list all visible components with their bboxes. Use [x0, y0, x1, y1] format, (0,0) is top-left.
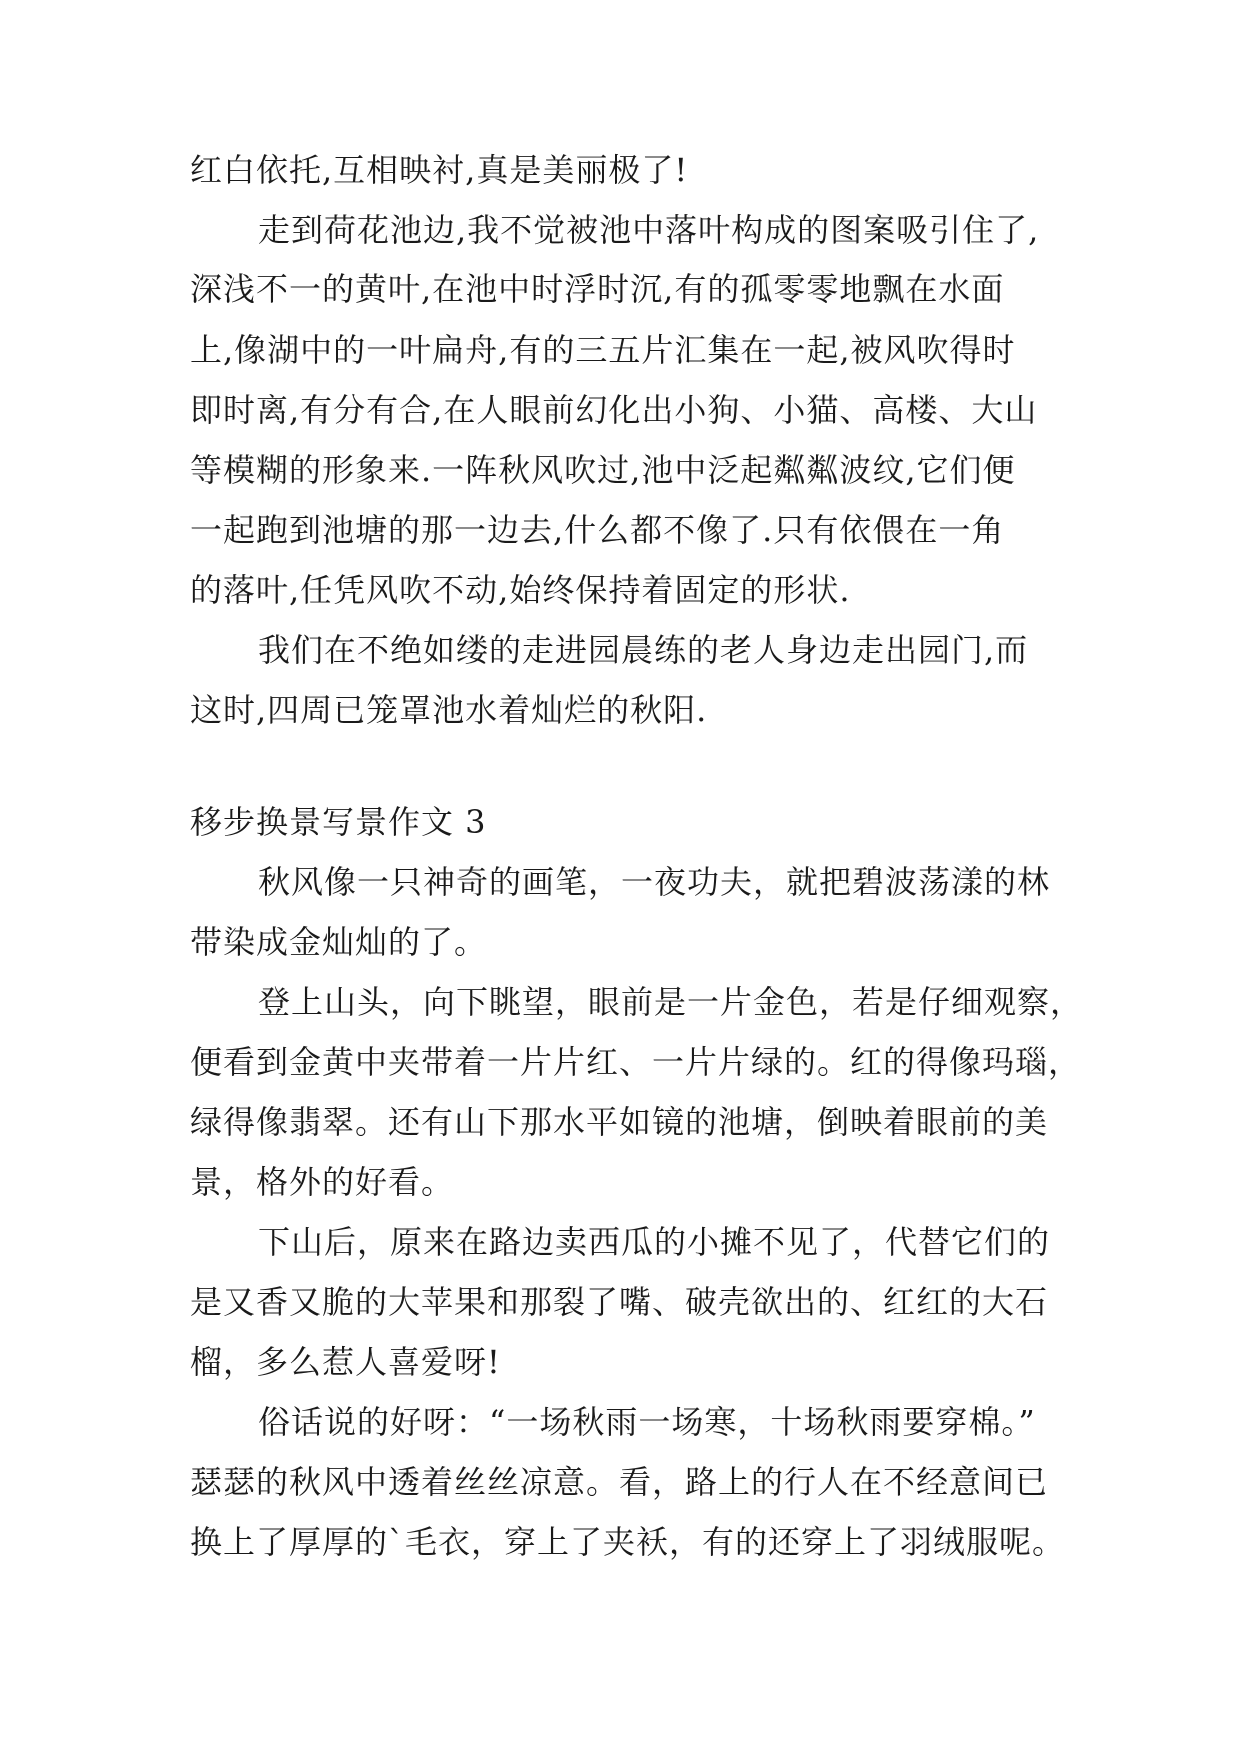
text-line: 换上了厚厚的`毛衣，穿上了夹袄，有的还穿上了羽绒服呢。 [190, 1523, 1066, 1561]
text-line: 这时,四周已笼罩池水着灿烂的秋阳. [190, 691, 708, 729]
paragraph-first-line: 秋风像一只神奇的画笔，一夜功夫，就把碧波荡漾的林 [258, 863, 1051, 901]
text-line: 深浅不一的黄叶,在池中时浮时沉,有的孤零零地飘在水面 [190, 270, 1005, 308]
text-line: 带染成金灿灿的了。 [190, 923, 488, 961]
text-line: 一起跑到池塘的那一边去,什么都不像了.只有依偎在一角 [190, 511, 1005, 549]
text-line: 绿得像翡翠。还有山下那水平如镜的池塘，倒映着眼前的美 [190, 1103, 1049, 1141]
text-line: 红白依托,互相映衬,真是美丽极了! [190, 151, 689, 189]
text-line: 榴，多么惹人喜爱呀! [190, 1343, 501, 1381]
paragraph-first-line: 我们在不绝如缕的走进园晨练的老人身边走出园门,而 [258, 631, 1029, 669]
text-line: 瑟瑟的秋风中透着丝丝凉意。看，路上的行人在不经意间已 [190, 1463, 1049, 1501]
text-line: 的落叶,任凭风吹不动,始终保持着固定的形状. [190, 571, 851, 609]
paragraph-first-line: 下山后，原来在路边卖西瓜的小摊不见了，代替它们的 [258, 1223, 1051, 1261]
text-line: 等模糊的形象来.一阵秋风吹过,池中泛起粼粼波纹,它们便 [190, 451, 1016, 489]
paragraph-first-line: 走到荷花池边,我不觉被池中落叶构成的图案吸引住了, [258, 211, 1040, 249]
text-line: 上,像湖中的一叶扁舟,有的三五片汇集在一起,被风吹得时 [190, 331, 1016, 369]
text-line: 便看到金黄中夹带着一片片红、一片片绿的。红的得像玛瑙， [190, 1043, 1082, 1081]
paragraph-first-line: 俗话说的好呀：“一场秋雨一场寒，十场秋雨要穿棉。” [258, 1403, 1036, 1441]
section-heading: 移步换景写景作文 3 [190, 803, 487, 841]
text-line: 即时离,有分有合,在人眼前幻化出小狗、小猫、高楼、大山 [190, 391, 1038, 429]
text-line: 是又香又脆的大苹果和那裂了嘴、破壳欲出的、红红的大石 [190, 1283, 1049, 1321]
text-line: 景，格外的好看。 [190, 1163, 455, 1201]
paragraph-first-line: 登上山头，向下眺望，眼前是一片金色，若是仔细观察， [258, 983, 1084, 1021]
